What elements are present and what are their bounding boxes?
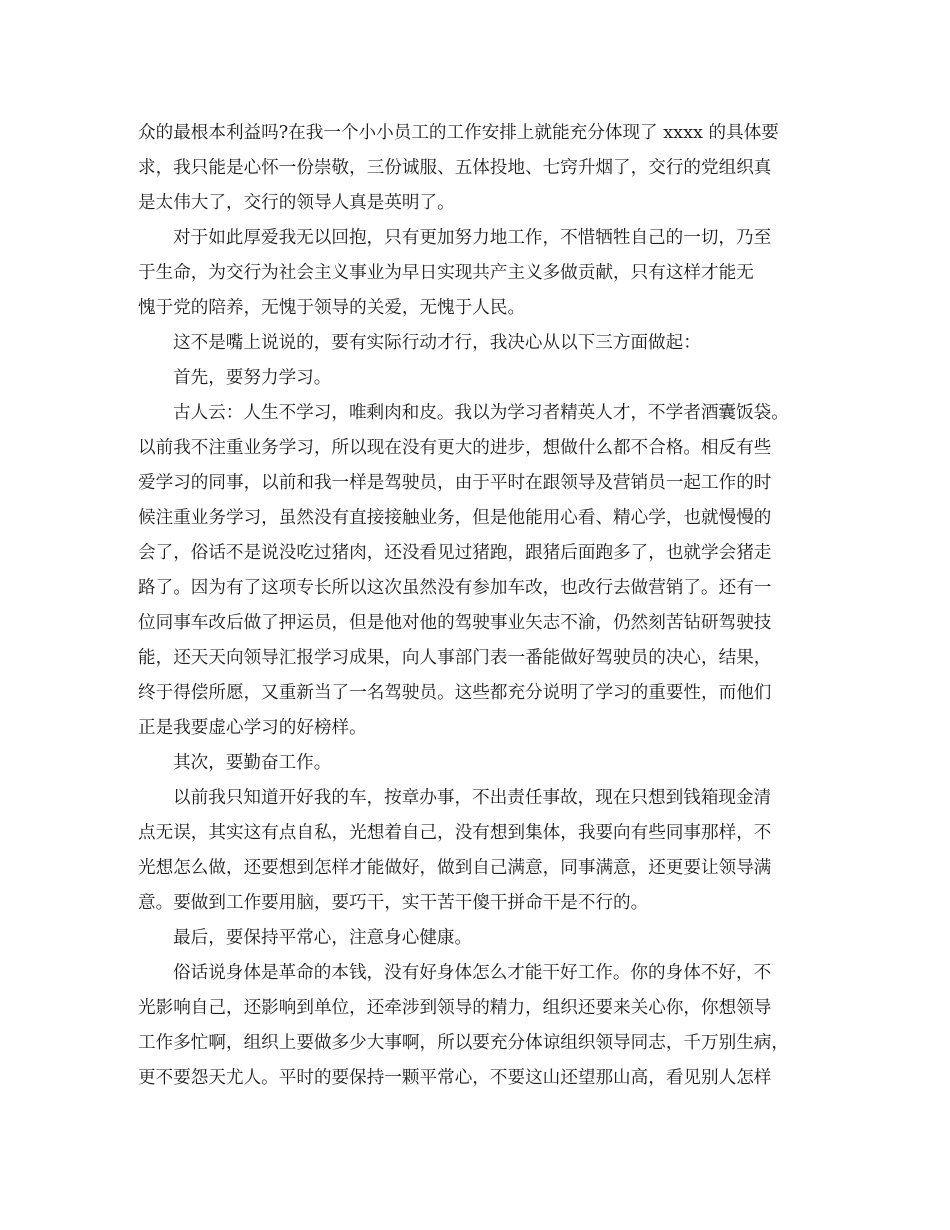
text-line: 爱学习的同事，以前和我一样是驾驶员，由于平时在跟领导及营销员一起工作的时 <box>138 473 772 493</box>
text-line: 古人云：人生不学习，唯剩肉和皮。我以为学习者精英人才，不学者酒囊饭袋。 <box>173 403 789 423</box>
text-line: 意。要做到工作要用脑，要巧干，实干苦干傻干拼命干是不行的。 <box>138 893 649 913</box>
text-line: 位同事车改后做了押运员，但是他对他的驾驶事业矢志不渝，仍然刻苦钻研驾驶技 <box>138 613 772 633</box>
text-line: 光想怎么做，还要想到怎样才能做好，做到自己满意，同事满意，还更要让领导满 <box>138 858 772 878</box>
text-line: 更不要怨天尤人。平时的要保持一颗平常心，不要这山还望那山高，看见别人怎样 <box>138 1068 772 1088</box>
text-line: 点无误，其实这有点自私，光想着自己，没有想到集体，我要向有些同事那样，不 <box>138 823 772 843</box>
text-line: 首先，要努力学习。 <box>173 368 332 388</box>
text-line: 其次，要勤奋工作。 <box>173 753 332 773</box>
text-line: 正是我要虚心学习的好榜样。 <box>138 718 367 738</box>
text-line: 众的最根本利益吗?在我一个小小员工的工作安排上就能充分体现了 xxxx 的具体要 <box>138 123 779 143</box>
text-line: 能，还天天向领导汇报学习成果，向人事部门表一番能做好驾驶员的决心，结果， <box>138 648 772 668</box>
text-line: 愧于党的陪养，无愧于领导的关爱，无愧于人民。 <box>138 298 526 318</box>
text-line: 候注重业务学习，虽然没有直接接触业务，但是他能用心看、精心学，也就慢慢的 <box>138 508 772 528</box>
text-line: 俗话说身体是革命的本钱，没有好身体怎么才能干好工作。你的身体不好，不 <box>173 963 772 983</box>
text-line: 工作多忙啊，组织上要做多少大事啊，所以要充分体谅组织领导同志，千万别生病， <box>138 1033 789 1053</box>
text-line: 对于如此厚爱我无以回抱，只有更加努力地工作，不惜牺牲自己的一切，乃至 <box>173 228 772 248</box>
text-line: 以前我只知道开好我的车，按章办事，不出责任事故，现在只想到钱箱现金清 <box>173 788 772 808</box>
text-line: 路了。因为有了这项专长所以这次虽然没有参加车改，也改行去做营销了。还有一 <box>138 578 772 598</box>
text-line: 是太伟大了，交行的领导人真是英明了。 <box>138 193 455 213</box>
text-line: 光影响自己，还影响到单位，还牵涉到领导的精力，组织还要来关心你，你想领导 <box>138 998 772 1018</box>
text-line: 于生命，为交行为社会主义事业为早日实现共产主义多做贡献，只有这样才能无 <box>138 263 754 283</box>
text-line: 这不是嘴上说说的，要有实际行动才行，我决心从以下三方面做起： <box>173 333 701 353</box>
text-line: 终于得偿所愿，又重新当了一名驾驶员。这些都充分说明了学习的重要性，而他们 <box>138 683 772 703</box>
document-body <box>138 116 820 1096</box>
text-line: 会了，俗话不是说没吃过猪肉，还没看见过猪跑，跟猪后面跑多了，也就学会猪走 <box>138 543 772 563</box>
text-line: 求，我只能是心怀一份崇敬，三份诚服、五体投地、七窍升烟了，交行的党组织真 <box>138 158 772 178</box>
text-line: 最后，要保持平常心，注意身心健康。 <box>173 928 473 948</box>
text-line: 以前我不注重业务学习，所以现在没有更大的进步，想做什么都不合格。相反有些 <box>138 438 772 458</box>
